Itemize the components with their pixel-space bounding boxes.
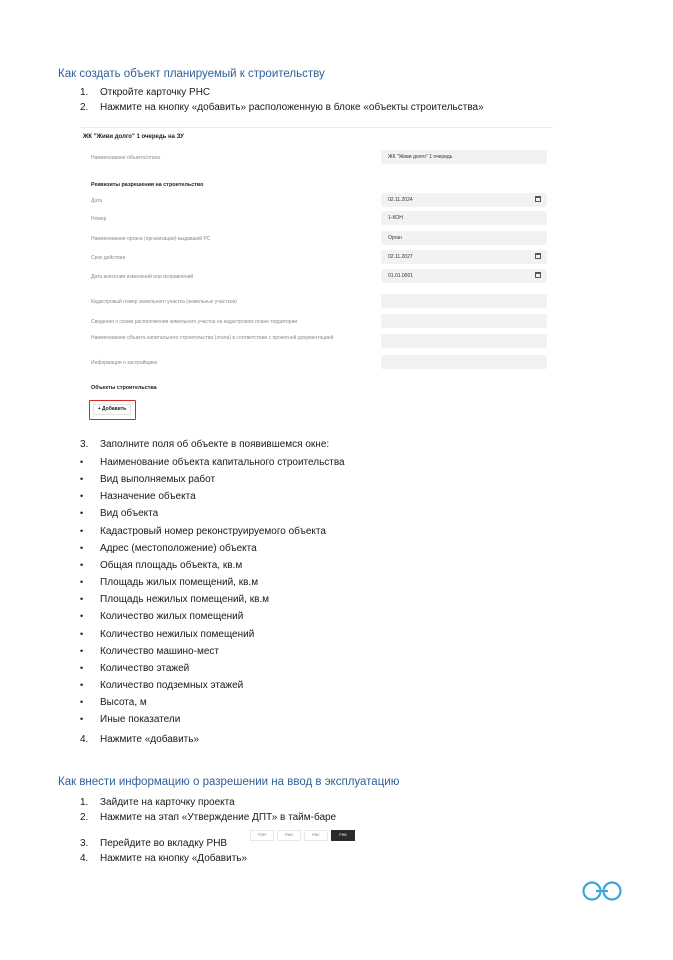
step-3-bottom — [80, 836, 227, 851]
step-item — [80, 851, 247, 866]
bullet-item — [80, 608, 345, 625]
bullet-marker: • — [80, 594, 84, 605]
bullet-marker: • — [80, 697, 84, 708]
step-item — [80, 795, 336, 810]
bullet-item — [80, 454, 345, 471]
company-logo-icon — [581, 880, 623, 902]
tab-rns[interactable]: РНС — [304, 830, 328, 841]
section-heading-commissioning: Как внести информацию о разрешении на ввод в эксплуатацию — [58, 776, 400, 788]
bullet-item — [80, 591, 345, 608]
bullet-marker: • — [80, 611, 84, 622]
bullet-marker: • — [80, 525, 84, 536]
step-number: 4. — [80, 853, 89, 864]
form-title: ЖК "Живи долго" 1 очередь на ЗУ — [83, 134, 184, 140]
step-number: 3. — [80, 838, 89, 849]
calendar-icon[interactable] — [535, 253, 541, 259]
bullet-item — [80, 660, 345, 677]
step-text: Заполните поля об объекте в появившемся окне: — [100, 439, 330, 450]
field-input-capital-object-name[interactable] — [381, 334, 547, 348]
form-screenshot — [81, 127, 553, 429]
calendar-icon[interactable] — [535, 272, 541, 278]
bullet-marker: • — [80, 714, 84, 725]
bullet-text: Площадь жилых помещений, кв.м — [100, 577, 259, 589]
bullet-marker: • — [80, 542, 84, 553]
add-object-button[interactable]: + Добавить — [94, 405, 130, 414]
bullet-item — [80, 626, 345, 643]
step-item — [80, 437, 329, 452]
step-item — [80, 732, 199, 747]
field-input-land-scheme[interactable] — [381, 314, 547, 328]
bullet-text: Количество нежилых помещений — [100, 628, 255, 640]
tab-rnv[interactable]: РНВ — [331, 830, 355, 841]
bullet-marker: • — [80, 645, 84, 656]
field-label-land-scheme: Сведения о схеме расположения земельного участка на кадастровом плане территории — [91, 319, 298, 325]
bullet-text: Площадь нежилых помещений, кв.м — [100, 594, 270, 606]
field-label-issuing-authority: Наименование органа (организации) выдавшей РС — [91, 236, 211, 242]
bullet-marker: • — [80, 662, 84, 673]
tab-rni[interactable]: РНИ — [277, 830, 301, 841]
bullet-marker: • — [80, 577, 84, 588]
field-input-object-name[interactable] — [381, 150, 547, 164]
field-value: 02.11.2024 — [388, 197, 413, 203]
bullet-marker: • — [80, 508, 84, 519]
bullet-text: Количество машино-мест — [100, 645, 219, 657]
bullet-item — [80, 694, 345, 711]
bullet-text: Вид объекта — [100, 508, 159, 520]
bullet-text: Адрес (местоположение) объекта — [100, 542, 257, 554]
step-item — [80, 810, 336, 825]
bullet-item — [80, 488, 345, 505]
field-label-date: Дата — [91, 198, 103, 204]
field-label-validity-term: Срок действия — [91, 255, 126, 261]
step-text: Зайдите на карточку проекта — [100, 797, 235, 808]
field-label-developer-info: Информация о застройщике — [91, 360, 158, 366]
bullet-item — [80, 677, 345, 694]
tab-gpzu[interactable]: ГПЗУ — [250, 830, 274, 841]
field-value: Орган — [388, 235, 402, 241]
bullet-text: Кадастровый номер реконструируемого объекта — [100, 525, 326, 537]
field-value: ЖК "Живи долго" 1 очередь — [388, 154, 453, 160]
bullet-text: Количество этажей — [100, 662, 190, 674]
field-label-cadastral-number: Кадастровый номер земельного участка (земельных участков) — [91, 299, 237, 305]
bullet-text: Назначение объекта — [100, 491, 196, 503]
bullet-item — [80, 711, 345, 728]
divider — [81, 127, 553, 128]
field-value: 1-КОН — [388, 215, 403, 221]
step-item — [80, 836, 227, 851]
objects-heading: Объекты строительства — [91, 385, 157, 391]
bullet-marker: • — [80, 559, 84, 570]
field-label-number: Номер — [91, 216, 107, 222]
step-number: 1. — [80, 797, 89, 808]
step-number: 1. — [80, 87, 89, 98]
field-label-amendment-date: Дата внесения изменений или исправлений — [91, 274, 194, 280]
bullet-item — [80, 574, 345, 591]
bullet-text: Высота, м — [100, 697, 147, 709]
field-input-cadastral-number[interactable] — [381, 294, 547, 308]
steps-list-bottom-a — [80, 795, 336, 825]
bullet-text: Иные показатели — [100, 714, 181, 726]
bullet-marker: • — [80, 628, 84, 639]
add-button-highlight — [89, 400, 136, 420]
step-item — [80, 100, 484, 115]
field-input-date[interactable] — [381, 193, 547, 207]
bullet-item — [80, 557, 345, 574]
bullet-text: Наименование объекта капитального строительства — [100, 457, 345, 468]
bullet-marker: • — [80, 474, 84, 485]
calendar-icon[interactable] — [535, 196, 541, 202]
bullet-item — [80, 471, 345, 488]
field-input-validity-term[interactable] — [381, 250, 547, 264]
field-input-number[interactable] — [381, 211, 547, 225]
step-number: 3. — [80, 439, 89, 450]
field-input-issuing-authority[interactable] — [381, 231, 547, 245]
step-4 — [80, 732, 199, 747]
bullet-item — [80, 643, 345, 660]
step-text: Нажмите на кнопку «добавить» расположенную в блоке «объекты строительства» — [100, 102, 484, 113]
bullet-text: Количество подземных этажей — [100, 680, 244, 692]
bullet-text: Вид выполняемых работ — [100, 474, 216, 486]
bullet-item — [80, 540, 345, 557]
step-text: Нажмите на этап «Утверждение ДПТ» в тайм-баре — [100, 812, 337, 823]
bullet-marker: • — [80, 680, 84, 691]
field-input-developer-info[interactable] — [381, 355, 547, 369]
field-input-amendment-date[interactable] — [381, 269, 547, 283]
bullet-marker: • — [80, 457, 84, 467]
requisites-heading: Реквизиты разрешения на строительство — [91, 182, 204, 188]
bullet-item — [80, 505, 345, 522]
field-label-object-name: Наименование объекта/этапа — [91, 155, 161, 161]
step-item — [80, 85, 484, 100]
field-value: 01.01.0001 — [388, 273, 414, 279]
stage-tabs-screenshot — [250, 830, 355, 841]
step-text: Нажмите «добавить» — [100, 734, 200, 745]
step-number: 4. — [80, 734, 89, 745]
bullet-text: Количество жилых помещений — [100, 611, 244, 623]
bullet-marker: • — [80, 491, 84, 502]
step-text: Нажмите на кнопку «Добавить» — [100, 853, 248, 864]
step-text: Перейдите во вкладку РНВ — [100, 838, 228, 849]
section-heading-create-object: Как создать объект планируемый к строительству — [58, 68, 325, 80]
step-text: Откройте карточку РНС — [100, 87, 211, 98]
bullet-item — [80, 523, 345, 540]
field-label-capital-object-name: Наименование объекта капитального строительства (этапа) в соответствии с проектной документацией — [91, 335, 334, 341]
field-value: 02.11.2027 — [388, 254, 413, 260]
bullet-text: Общая площадь объекта, кв.м — [100, 559, 243, 571]
step-number: 2. — [80, 812, 89, 823]
steps-list-top — [80, 85, 484, 115]
bullet-list — [80, 454, 345, 729]
step-4-bottom — [80, 851, 247, 866]
step-number: 2. — [80, 102, 89, 113]
step-3 — [80, 437, 329, 452]
